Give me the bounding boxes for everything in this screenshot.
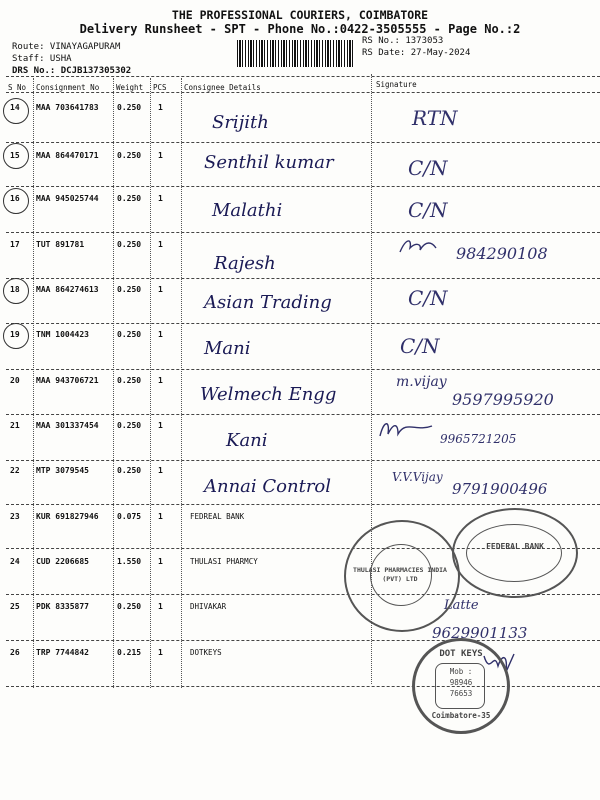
dotkeys-stamp-mob-label: Mob : [449,667,473,676]
row-consignment: MAA 301337454 [36,421,99,430]
row-signature: C/N [408,156,448,180]
company-title: THE PROFESSIONAL COURIERS, COIMBATORE [171,8,429,22]
route-label: Route: VINAYAGAPURAM [12,42,121,52]
federal-bank-stamp-text: FEDERAL BANK [486,542,544,551]
row-weight: 0.250 [117,285,142,294]
row-divider [6,186,600,187]
row-divider [6,142,600,143]
row-consignee: Senthil kumar [204,152,334,173]
row-weight: 0.075 [117,512,142,521]
row-weight: 0.250 [117,466,142,475]
row-divider [6,232,600,233]
row-pcs: 1 [158,557,163,566]
row-signature: C/N [408,286,448,310]
rs-number: RS No.: 1373053 [362,36,444,46]
row-sno: 23 [10,512,20,521]
row-consignee: Srijith [212,112,269,133]
row-weight: 1.550 [117,557,142,566]
row-phone: 9629901133 [432,624,528,642]
row-pcs: 1 [158,512,163,521]
scribble-signature [376,414,436,444]
row-sno: 15 [10,151,20,160]
row-weight: 0.250 [117,330,142,339]
dotkeys-stamp-city: Coimbatore-35 [431,711,491,720]
row-pcs: 1 [158,421,163,430]
col-sno: S No [8,83,27,92]
col-divider [113,78,114,688]
row-sno: 24 [10,557,20,566]
row-consignment: MAA 864274613 [36,285,99,294]
row-consignment: TRP 7744842 [36,648,89,657]
staff-label: Staff: USHA [12,54,72,64]
row-divider [6,323,600,324]
row-signature: Latte [444,598,479,613]
row-consignment: TNM 1004423 [36,330,89,339]
row-weight: 0.250 [117,421,142,430]
col-pcs: PCS [153,83,167,92]
row-divider [6,278,600,279]
row-pcs: 1 [158,194,163,203]
row-sno: 18 [10,285,20,294]
row-pcs: 1 [158,151,163,160]
row-pcs: 1 [158,285,163,294]
row-sno: 17 [10,240,20,249]
row-signature: C/N [400,334,440,358]
row-divider [6,92,600,93]
row-sno: 19 [10,330,20,339]
row-sno: 26 [10,648,20,657]
row-consignment: MAA 945025744 [36,194,99,203]
row-divider [6,640,600,641]
row-phone: 9791900496 [452,480,548,498]
row-divider [6,369,600,370]
row-phone: 984290108 [456,244,548,263]
row-pcs: 1 [158,103,163,112]
row-consignee: Rajesh [214,253,276,274]
drs-number: DRS No.: DCJB137305302 [12,66,132,76]
row-divider [6,76,600,77]
row-consignee: Annai Control [204,476,332,497]
row-consignee: DOTKEYS [190,648,222,657]
row-phone: 9597995920 [452,390,554,409]
row-consignee: Asian Trading [204,292,332,313]
row-consignment: MAA 703641783 [36,103,99,112]
dotkeys-stamp [412,638,510,734]
col-divider [150,78,151,688]
row-consignee: DHIVAKAR [190,602,227,611]
row-consignee: Kani [226,430,268,451]
col-weight: Weight [116,83,144,92]
row-divider [6,504,600,505]
row-consignment: CUD 2206685 [36,557,89,566]
row-pcs: 1 [158,240,163,249]
row-pcs: 1 [158,466,163,475]
row-pcs: 1 [158,330,163,339]
rs-date: RS Date: 27-May-2024 [362,48,471,58]
col-signature: Signature [376,80,417,89]
row-sno: 21 [10,421,20,430]
row-signature: RTN [412,106,458,130]
row-weight: 0.250 [117,376,142,385]
row-phone: 9965721205 [440,432,517,446]
thulasi-stamp-text: THULASI PHARMACIES INDIA (PVT) LTD [353,566,447,583]
row-consignment: MAA 864470171 [36,151,99,160]
col-consignee: Consignee Details [184,83,261,92]
row-divider [6,686,600,687]
row-weight: 0.250 [117,151,142,160]
runsheet-subtitle: Delivery Runsheet - SPT - Phone No.:0422-3505555 - Page No.:2 [79,22,521,36]
thulasi-pharmacy-stamp [344,520,460,632]
row-consignee: Welmech Engg [200,384,337,405]
row-signature: m.vijay [396,374,447,390]
row-weight: 0.215 [117,648,142,657]
dotkeys-stamp-name: DOT KEYS [439,649,483,659]
row-signature: V.V.Vijay [392,470,443,484]
row-consignee: Mani [204,338,251,359]
row-consignee: Malathi [212,200,283,221]
row-consignment: MAA 943706721 [36,376,99,385]
row-weight: 0.250 [117,602,142,611]
row-divider [6,414,600,415]
row-divider [6,460,600,461]
dotkeys-stamp-mob-2: 76653 [449,689,473,698]
scribble-signature [396,234,440,258]
row-sno: 14 [10,103,20,112]
row-sno: 20 [10,376,20,385]
row-consignee: FEDREAL BANK [190,512,245,521]
row-signature: C/N [408,198,448,222]
barcode [237,40,355,67]
row-weight: 0.250 [117,103,142,112]
federal-bank-stamp [452,508,578,598]
row-consignment: MTP 3079545 [36,466,89,475]
row-pcs: 1 [158,376,163,385]
row-sno: 16 [10,194,20,203]
dotkeys-stamp-mob-1: 98946 [449,678,473,687]
row-sno: 25 [10,602,20,611]
col-divider [181,78,182,688]
row-weight: 0.250 [117,240,142,249]
row-consignment: KUR 691827946 [36,512,99,521]
row-sno: 22 [10,466,20,475]
col-consignment: Consignment No [36,83,100,92]
row-pcs: 1 [158,602,163,611]
row-pcs: 1 [158,648,163,657]
row-consignee: THULASI PHARMCY [190,557,258,566]
col-divider [33,78,34,688]
row-consignment: PDK 8335877 [36,602,89,611]
row-weight: 0.250 [117,194,142,203]
row-consignment: TUT 891781 [36,240,85,249]
